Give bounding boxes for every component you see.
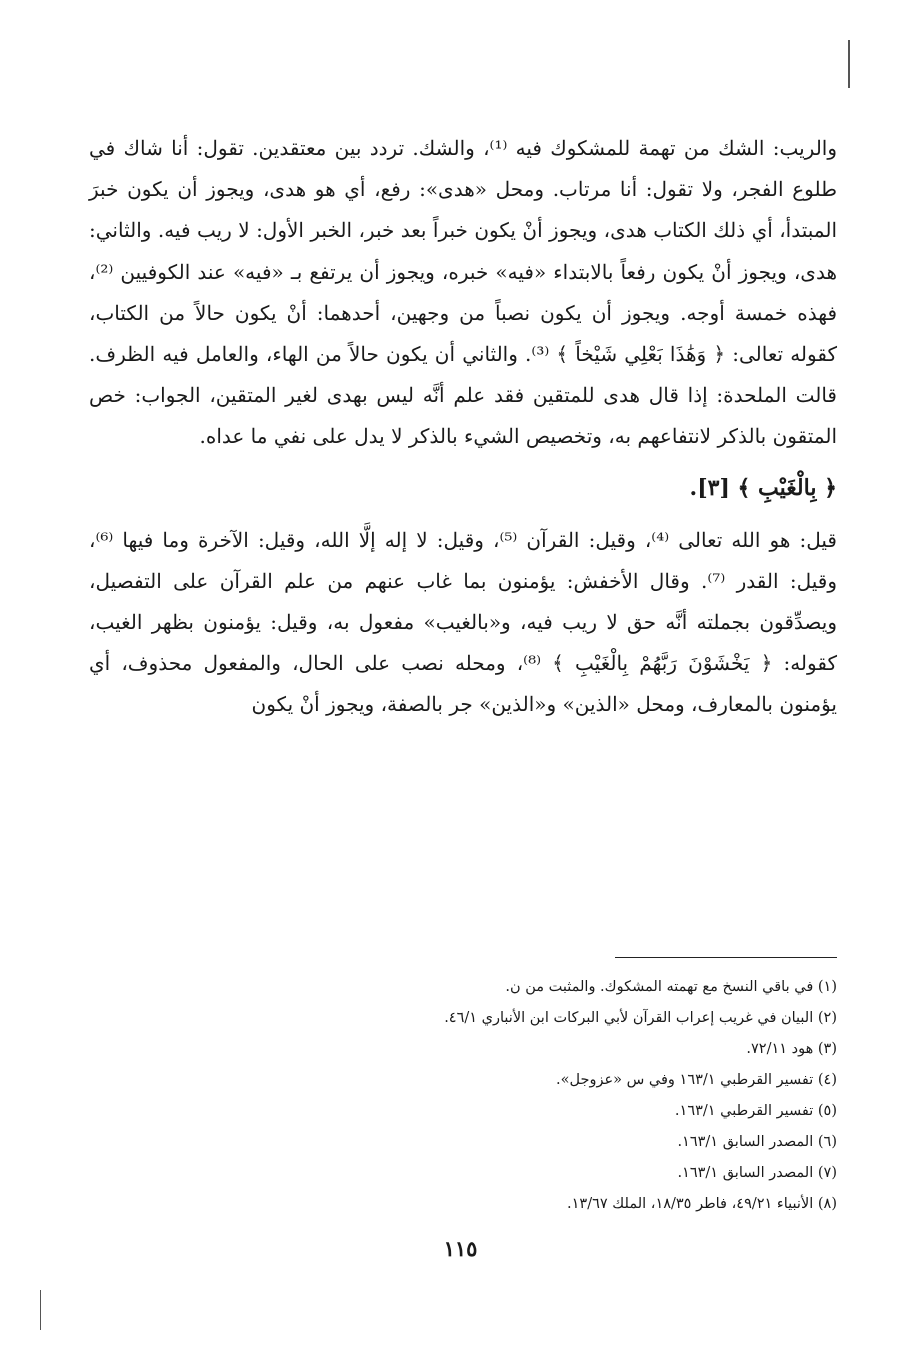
footnote-6: (٦) المصدر السابق ١٦٣/١. <box>677 1134 837 1150</box>
footnote-2: (٢) البيان في غريب إعراب القرآن لأبي البركات ابن الأنباري ٤٦/١. <box>444 1010 837 1026</box>
margin-mark <box>848 40 850 88</box>
verse-heading-bil-ghayb: ﴿ بِالْغَيْبِ ﴾ [٣]. <box>689 474 837 501</box>
footnote-5: (٥) تفسير القرطبي ١٦٣/١. <box>674 1103 837 1119</box>
footnote-separator <box>615 957 837 958</box>
footnote-3: (٣) هود ٧٢/١١. <box>746 1041 837 1057</box>
footnote-7: (٧) المصدر السابق ١٦٣/١. <box>677 1165 837 1181</box>
main-text <box>89 128 837 726</box>
margin-mark <box>40 1290 41 1330</box>
paragraph-ghayb: قيل: هو الله تعالى ⁽⁴⁾، وقيل: القرآن ⁽⁵⁾، وقيل: لا إله إلَّا الله، وقيل: الآخرة وما فيها ⁽⁶⁾، وقيل: القدر ⁽⁷⁾. وقال الأخفش: يؤمنون بما غاب عنهم من علم القرآن على التفصيل، ويصدِّقون بجملته أنَّه حق لا ريب فيه، و«بالغيب» مفعول به، وقيل: يؤمنون بظهر الغيب، كقوله: ﴿ يَخْشَوْنَ رَبَّهُمْ بِالْغَيْبِ ﴾ ⁽⁸⁾، ومحله نصب على الحال، والمفعول محذوف، أي يؤمنون بالمعارف، ومحل «الذين» و«الذين» جر بالصفة، ويجوز أنْ يكون <box>89 527 837 717</box>
footnote-8: (٨) الأنبياء ٤٩/٢١، فاطر ١٨/٣٥، الملك ١٣/٦٧. <box>567 1196 837 1212</box>
footnote-4: (٤) تفسير القرطبي ١٦٣/١ وفي س «عزوجل». <box>556 1072 837 1088</box>
footnotes-list <box>197 972 837 1220</box>
paragraph-rayb: والريب: الشك من تهمة للمشكوك فيه ⁽¹⁾، والشك. تردد بين معتقدين. تقول: أنا شاك في طلوع الفجر، ولا تقول: أنا مرتاب. ومحل «هدى»: رفع، أي هو هدى، ويجوز أن يكون خبرَ المبتدأ، أي ذلك الكتاب هدى، ويجوز أنْ يكون خبراً بعد خبر، الخبر الأول: لا ريب فيه. والثاني: هدى، ويجوز أنْ يكون رفعاً بالابتداء «فيه» خبره، ويجوز أن يرتفع بـ «فيه» عند الكوفيين ⁽²⁾، فهذه خمسة أوجه. ويجوز أن يكون نصباً من وجهين، أحدهما: أنْ يكون حالاً من الكتاب، كقوله تعالى: ﴿ وَهَٰذَا بَعْلِي شَيْخاً ﴾ ⁽³⁾. والثاني أن يكون حالاً من الهاء، والعامل فيه الظرف. قالت الملحدة: إذا قال هدى للمتقين فقد علم أنَّه ليس بهدى لغير المتقين، الجواب: خص المتقون بالذكر لانتفاعهم به، وتخصيص الشيء بالذكر لا يدل على نفي ما عداه. <box>89 136 838 449</box>
page-number: ١١٥ <box>443 1236 478 1261</box>
footnote-1: (١) في باقي النسخ مع تهمته المشكوك. والمثبت من ن. <box>505 979 837 995</box>
